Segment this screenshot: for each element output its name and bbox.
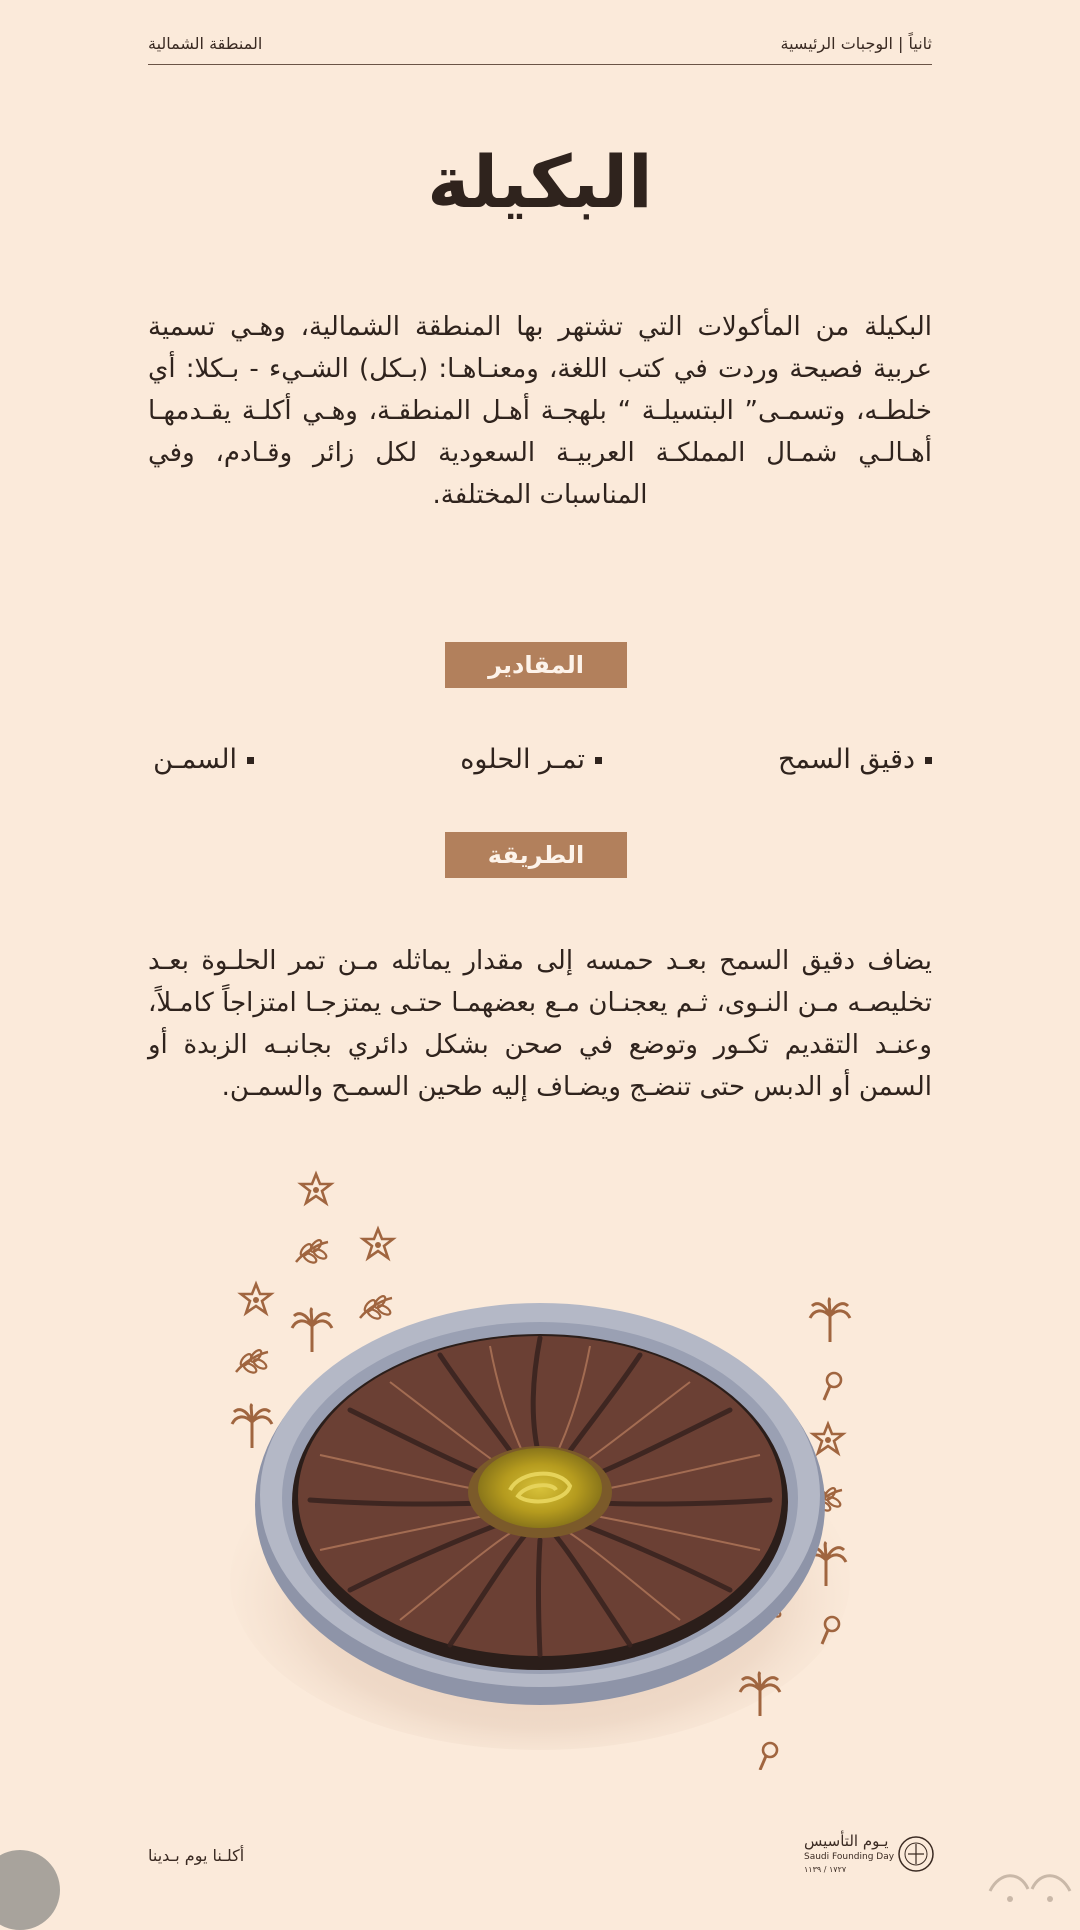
watermark-icon	[980, 1861, 1080, 1911]
ingredients-list	[148, 744, 932, 784]
star-flower-icon	[301, 1174, 331, 1203]
ingredient-item	[460, 744, 602, 775]
logo-year: ١٧٢٧ / ١١٣٩	[804, 1865, 847, 1874]
clove-icon	[760, 1743, 777, 1770]
scroll-circle-button[interactable]	[0, 1850, 60, 1930]
leaf-sprig-icon	[296, 1238, 328, 1264]
footer-tagline: أكلـنا يوم بـدينا	[148, 1846, 245, 1865]
method-paragraph: يضاف دقيق السمح بعـد حمسه إلى مقدار يماثله مـن تمر الحلـوة بعـد تخليصـه مـن النـوى، ثـم يعجنـان مـع بعضهمـا حتـى يمتزجـا امتزاجاً كامـلاً، وعنـد التقديم تكـور وتوضع في صحن بشكل دائري بجانبـه الزبدة أو السمن أو الدبس حتى تنضـج ويضـاف إليه طحين السمـح والسمـن.	[148, 946, 932, 1102]
palm-tree-icon	[232, 1404, 272, 1448]
ingredient-item	[153, 744, 254, 775]
method-heading: الطريقة	[445, 832, 627, 878]
logo-arabic: يـوم التأسيس	[804, 1832, 889, 1850]
page-header	[148, 30, 932, 65]
page-title: البكيلة	[427, 140, 653, 224]
ingredient-label: تمـر الحلوه	[460, 744, 585, 775]
region-label: المنطقة الشمالية	[148, 34, 263, 53]
ingredients-heading: المقادير	[445, 642, 627, 688]
intro-paragraph: البكيلة من المأكولات التي تشتهر بها المنطقة الشمالية، وهـي تسمية عربية فصيحة وردت في كتب اللغة، ومعنـاهـا: (بـكل) الشـيء - بـكلا: أي خلطـه، وتسمـى” البتسيلـة “ بلهجـة أهـل المنطقـة، وهـي أكلـة يقـدمهـا أهـالـي شمـال المملكـة العربيـة السعودية لكل زائر وقـادم، وفي المناسبات المختلفة.	[148, 312, 932, 510]
star-flower-icon	[363, 1229, 393, 1258]
leaf-sprig-icon	[236, 1348, 268, 1374]
bullet-icon	[925, 757, 932, 764]
founding-day-logo	[800, 1832, 940, 1882]
palm-tree-icon	[292, 1308, 332, 1352]
logo-english: Saudi Founding Day	[804, 1852, 895, 1862]
star-flower-icon	[241, 1284, 271, 1313]
star-flower-icon	[813, 1424, 843, 1453]
bullet-icon	[247, 757, 254, 764]
palm-tree-icon	[810, 1298, 850, 1342]
leaf-sprig-icon	[360, 1294, 392, 1320]
clove-icon	[824, 1373, 841, 1400]
bakila-dish-illustration	[200, 1150, 880, 1770]
emblem-icon	[896, 1834, 936, 1874]
bullet-icon	[595, 757, 602, 764]
ingredient-label: السمـن	[153, 744, 237, 775]
section-label: ثانياً | الوجبات الرئيسية	[780, 34, 932, 53]
ingredient-item	[778, 744, 932, 775]
ingredient-label: دقيق السمح	[777, 744, 915, 775]
